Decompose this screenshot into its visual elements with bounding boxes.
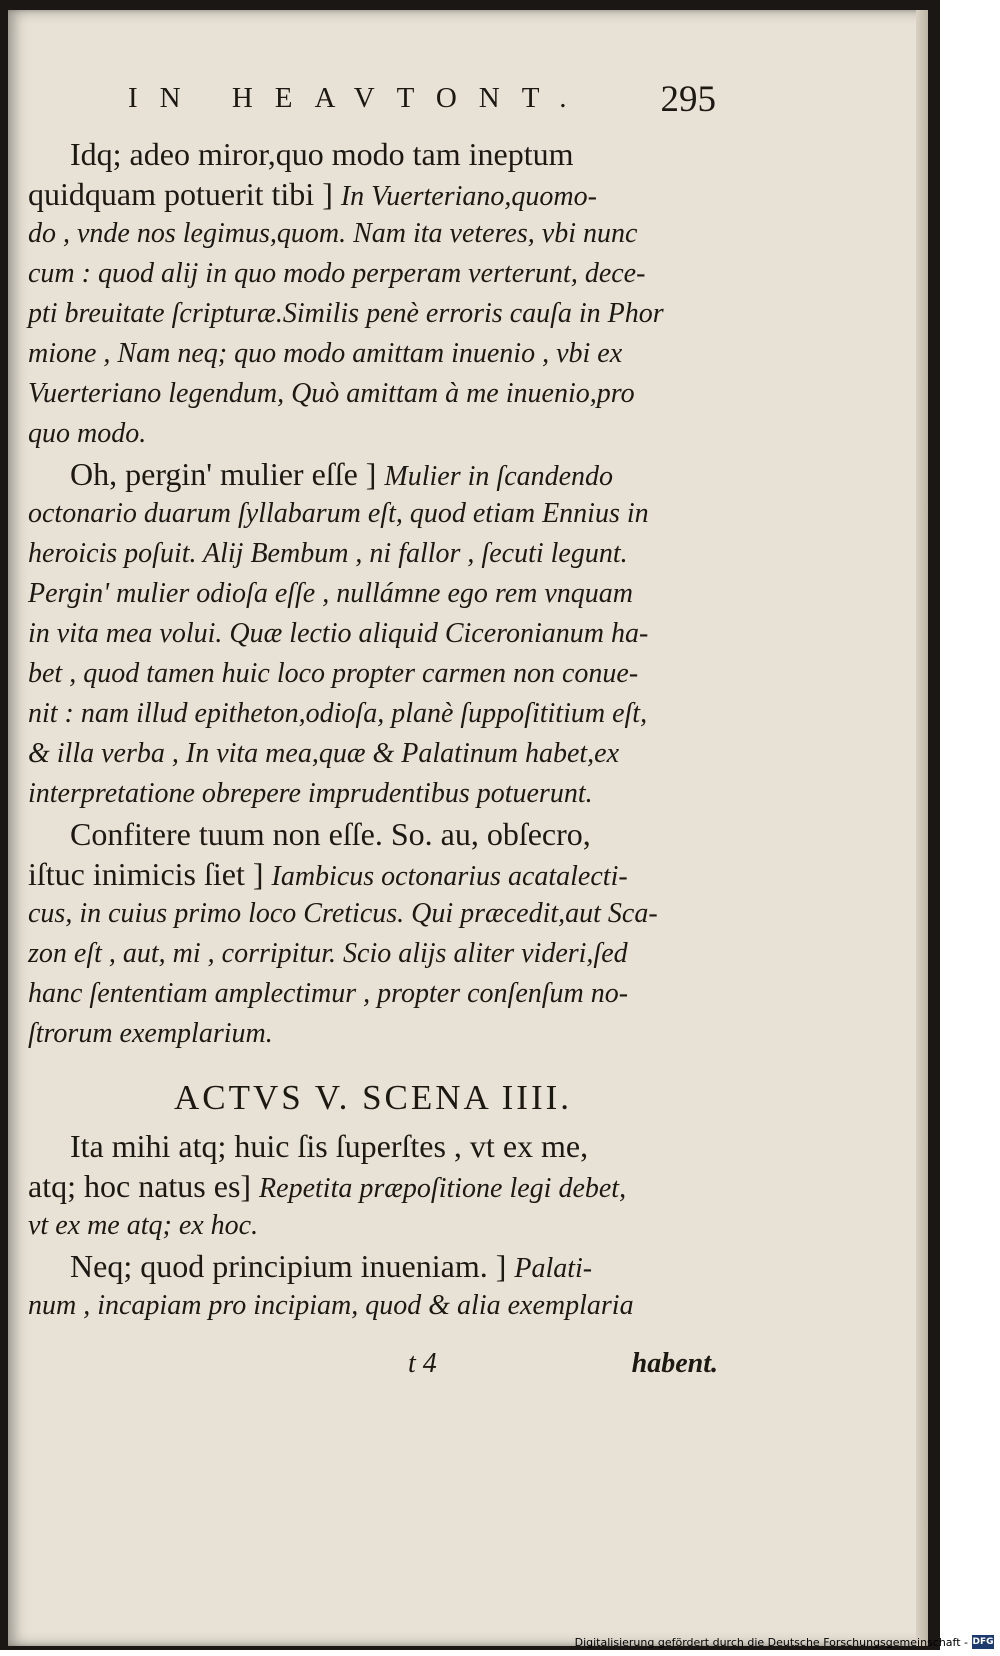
text-line: [28, 574, 718, 614]
line-content: [28, 494, 649, 534]
text-line: [28, 774, 718, 814]
commentary-text: quo modo.: [28, 418, 147, 449]
line-content: [28, 734, 619, 774]
signature-mark: t 4: [408, 1348, 437, 1379]
text-line: [28, 254, 718, 294]
paragraph: [28, 1126, 718, 1246]
lemma-text: Ita mihi atq; huic ſis ſuperſtes , vt ex me,: [70, 1128, 589, 1164]
line-content: [28, 974, 628, 1014]
line-content: [28, 214, 637, 254]
line-content: [28, 854, 628, 894]
line-content: [70, 1126, 588, 1166]
text-line: [28, 734, 718, 774]
line-content: [28, 1286, 634, 1326]
lemma-text: Neq; quod principium inueniam. ]: [70, 1248, 515, 1284]
line-content: [70, 134, 574, 174]
text-line: [28, 1126, 718, 1166]
commentary-text: Vuerteriano legendum, Quò amittam à me inuenio,pro: [28, 378, 635, 409]
commentary-text: in vita mea volui. Quæ lectio aliquid Ciceronianum ha-: [28, 618, 649, 649]
book-page: [8, 10, 928, 1646]
commentary-text: nit : nam illud epitheton,odioſa, planè ſuppoſititium eſt,: [28, 698, 648, 729]
commentary-text: cus, in cuius primo loco Creticus. Qui præcedit,aut Sca-: [28, 898, 658, 929]
paragraph: [28, 814, 718, 1054]
commentary-text: cum : quod alij in quo modo perperam verterunt, dece-: [28, 258, 646, 289]
text-line: [28, 374, 718, 414]
commentary-text: & illa verba , In vita mea,quæ & Palatinum habet,ex: [28, 738, 620, 769]
line-content: [28, 694, 647, 734]
commentary-text: vt ex me atq; ex hoc.: [28, 1210, 259, 1241]
commentary-text: Palati-: [514, 1253, 593, 1284]
commentary-text: bet , quod tamen huic loco propter carmen non conue-: [28, 658, 639, 689]
line-content: [28, 894, 658, 934]
text-line: [28, 1166, 718, 1206]
lemma-text: Oh, pergin' mulier eſſe ]: [70, 456, 385, 492]
digitization-credit: [575, 1632, 994, 1652]
commentary-text: interpretatione obrepere imprudentibus potuerunt.: [28, 778, 593, 809]
text-line: [28, 174, 718, 214]
page-number: 295: [660, 79, 716, 120]
line-content: [28, 374, 635, 414]
paragraph: [28, 1246, 718, 1326]
text-line: [28, 1014, 718, 1054]
line-content: [28, 614, 648, 654]
commentary-text: Mulier in ſcandendo: [384, 461, 614, 492]
dfg-logo: DFG: [972, 1637, 994, 1647]
lemma-text: Confitere tuum non eſſe. So. au, obſecro,: [70, 816, 591, 852]
commentary-text: heroicis poſuit. Alij Bembum , ni fallor , ſecuti legunt.: [28, 538, 628, 569]
credit-text: Digitalisierung gefördert durch die Deutsche Forschungsgemeinschaft -: [574, 1635, 968, 1649]
text-line: [28, 974, 718, 1014]
text-line: [28, 934, 718, 974]
line-content: [70, 454, 613, 494]
text-line: [28, 414, 718, 454]
text-line: [28, 1246, 718, 1286]
text-line: [28, 534, 718, 574]
line-content: [70, 1246, 592, 1286]
line-content: [28, 534, 628, 574]
commentary-text: Repetita præpoſitione legi debet,: [259, 1173, 627, 1204]
line-content: [28, 574, 633, 614]
lemma-text: atq; hoc natus es]: [28, 1168, 260, 1204]
commentary-text: octonario duarum ſyllabarum eſt, quod etiam Ennius in: [28, 498, 649, 529]
lemma-text: quidquam potuerit tibi ]: [28, 176, 341, 212]
text-line: [28, 854, 718, 894]
text-line: [28, 894, 718, 934]
commentary-text: hanc ſententiam amplectimur , propter conſenſum no-: [28, 978, 629, 1009]
text-line: [28, 654, 718, 694]
text-line: [28, 334, 718, 374]
commentary-text: Iambicus octonarius acatalecti-: [271, 861, 628, 892]
commentary-text: In Vuerteriano,quomo-: [340, 181, 597, 212]
line-content: [28, 334, 622, 374]
commentary-text: mione , Nam neq; quo modo amittam inuenio , vbi ex: [28, 338, 623, 369]
text-line: [28, 294, 718, 334]
commentary-text: do , vnde nos legimus,quom. Nam ita veteres, vbi nunc: [28, 218, 638, 249]
catchword: habent.: [631, 1348, 718, 1379]
body-text: [28, 134, 718, 1326]
line-content: [28, 254, 645, 294]
act-title: ACTVS V. SCENA IIII.: [173, 1078, 573, 1117]
line-content: [28, 1206, 258, 1246]
line-content: [28, 934, 628, 974]
text-line: [28, 214, 718, 254]
commentary-text: pti breuitate ſcripturæ.Similis penè erroris cauſa in Phor: [28, 298, 664, 329]
line-content: [28, 174, 597, 214]
line-content: [28, 294, 664, 334]
paragraph: [28, 134, 718, 454]
page-footer: [28, 1348, 718, 1388]
text-line: [28, 614, 718, 654]
line-content: [28, 1014, 273, 1054]
commentary-text: Pergin' mulier odioſa eſſe , nullámne ego rem vnquam: [28, 578, 634, 609]
line-content: [28, 774, 593, 814]
page-edge: [916, 10, 928, 1646]
commentary-text: ſtrorum exemplarium.: [28, 1018, 273, 1049]
page-header: [8, 79, 928, 128]
line-content: [28, 414, 146, 454]
text-line: [28, 814, 718, 854]
commentary-text: num , incapiam pro incipiam, quod & alia exemplaria: [28, 1290, 634, 1321]
text-line: [28, 454, 718, 494]
line-content: [28, 1166, 626, 1206]
line-content: [70, 814, 591, 854]
text-line: [28, 694, 718, 734]
text-line: [28, 1286, 718, 1326]
text-line: [28, 494, 718, 534]
line-content: [28, 654, 638, 694]
paragraph: [28, 454, 718, 814]
running-head: IN HEAVTONT.: [128, 82, 589, 114]
lemma-text: iſtuc inimicis ſiet ]: [28, 856, 272, 892]
text-line: [28, 134, 718, 174]
lemma-text: Idq; adeo miror,quo modo tam ineptum: [70, 136, 574, 172]
commentary-text: zon eſt , aut, mi , corripitur. Scio alijs aliter videri,ſed: [28, 938, 628, 969]
text-line: [28, 1206, 718, 1246]
